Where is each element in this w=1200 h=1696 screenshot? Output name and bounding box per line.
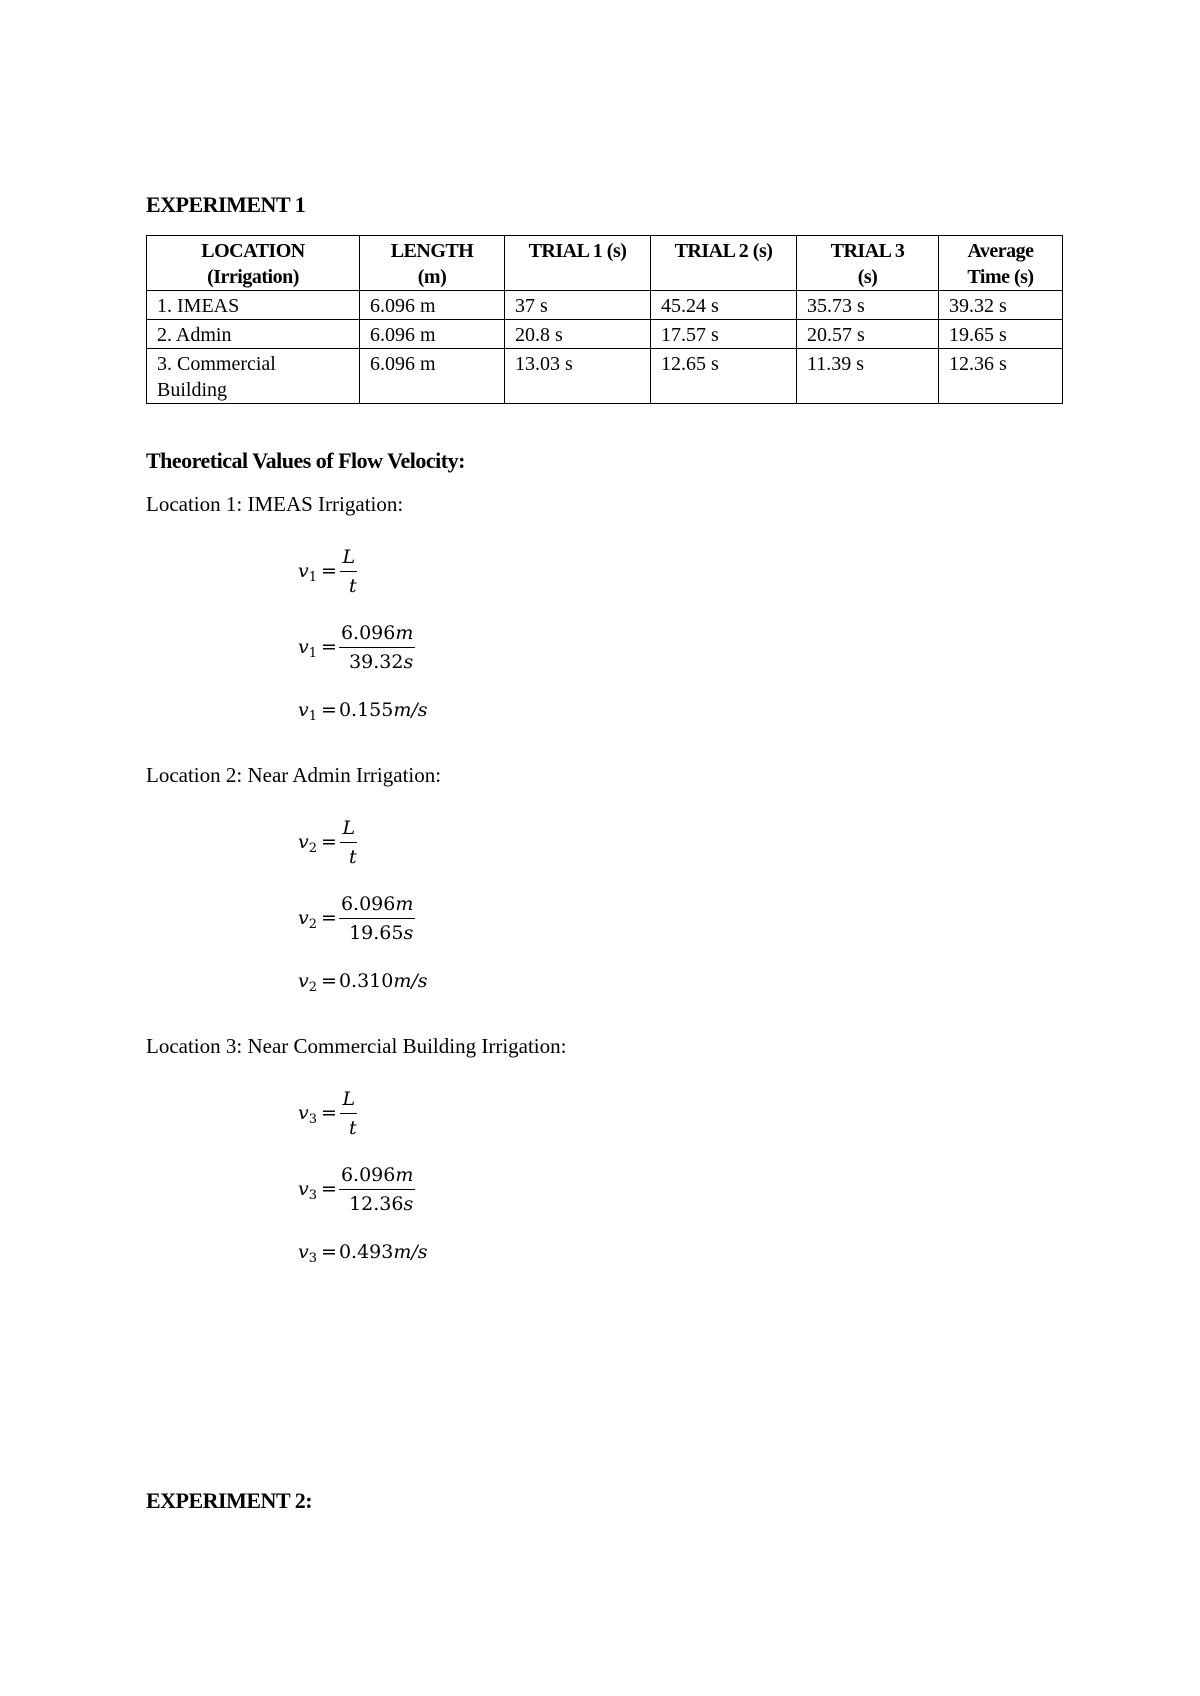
cell-length: 6.096 m (360, 291, 505, 320)
header-trial-1: TRIAL 1 (s) (505, 236, 651, 291)
location-2-result: v 2 = 0.310 m/s (298, 970, 428, 995)
location-2-substitution: v 2 = $\frac{6.096m}{19.65s}$ (298, 892, 414, 944)
cell-trial-2: 17.57 s (651, 320, 797, 349)
location-1-formula: v 1 = $\frac{L}{t}$ (298, 545, 357, 597)
cell-length: 6.096 m (360, 349, 505, 404)
experiment-1-table (146, 235, 1063, 404)
header-location: LOCATION (Irrigation) (147, 236, 360, 291)
theoretical-values-heading: Theoretical Values of Flow Velocity: (146, 448, 465, 473)
location-2-formula: v 2 = $\frac{L}{t}$ (298, 816, 357, 868)
header-length: LENGTH (m) (360, 236, 505, 291)
location-1-result: v 1 = 0.155 m/s (298, 699, 428, 724)
location-3-result: v 3 = 0.493 m/s (298, 1241, 428, 1266)
header-average-time: Average Time (s) (939, 236, 1063, 291)
cell-average: 39.32 s (939, 291, 1063, 320)
cell-average: 12.36 s (939, 349, 1063, 404)
cell-trial-2: 12.65 s (651, 349, 797, 404)
cell-length: 6.096 m (360, 320, 505, 349)
cell-location: 2. Admin (147, 320, 360, 349)
cell-trial-1: 13.03 s (505, 349, 651, 404)
table-row (147, 320, 1063, 349)
location-3-substitution: v 3 = $\frac{6.096m}{12.36s}$ (298, 1163, 414, 1215)
cell-location: 1. IMEAS (147, 291, 360, 320)
cell-average: 19.65 s (939, 320, 1063, 349)
experiment-1-heading: EXPERIMENT 1 (146, 192, 306, 217)
location-1-label: Location 1: IMEAS Irrigation: (146, 492, 404, 516)
location-1-substitution: v 1 = $\frac{6.096m}{39.32s}$ (298, 621, 414, 673)
cell-trial-3: 11.39 s (797, 349, 939, 404)
experiment-2-heading: EXPERIMENT 2: (146, 1488, 313, 1513)
cell-trial-3: 35.73 s (797, 291, 939, 320)
location-3-formula: v 3 = $\frac{L}{t}$ (298, 1087, 357, 1139)
table-header-row (147, 236, 1063, 291)
cell-trial-1: 37 s (505, 291, 651, 320)
table-row (147, 349, 1063, 404)
cell-trial-1: 20.8 s (505, 320, 651, 349)
cell-location: 3. Commercial Building (147, 349, 360, 404)
cell-trial-3: 20.57 s (797, 320, 939, 349)
header-trial-3: TRIAL 3 (s) (797, 236, 939, 291)
location-3-label: Location 3: Near Commercial Building Irrigation: (146, 1034, 567, 1058)
header-trial-2: TRIAL 2 (s) (651, 236, 797, 291)
cell-trial-2: 45.24 s (651, 291, 797, 320)
location-2-label: Location 2: Near Admin Irrigation: (146, 763, 442, 787)
table-row (147, 291, 1063, 320)
